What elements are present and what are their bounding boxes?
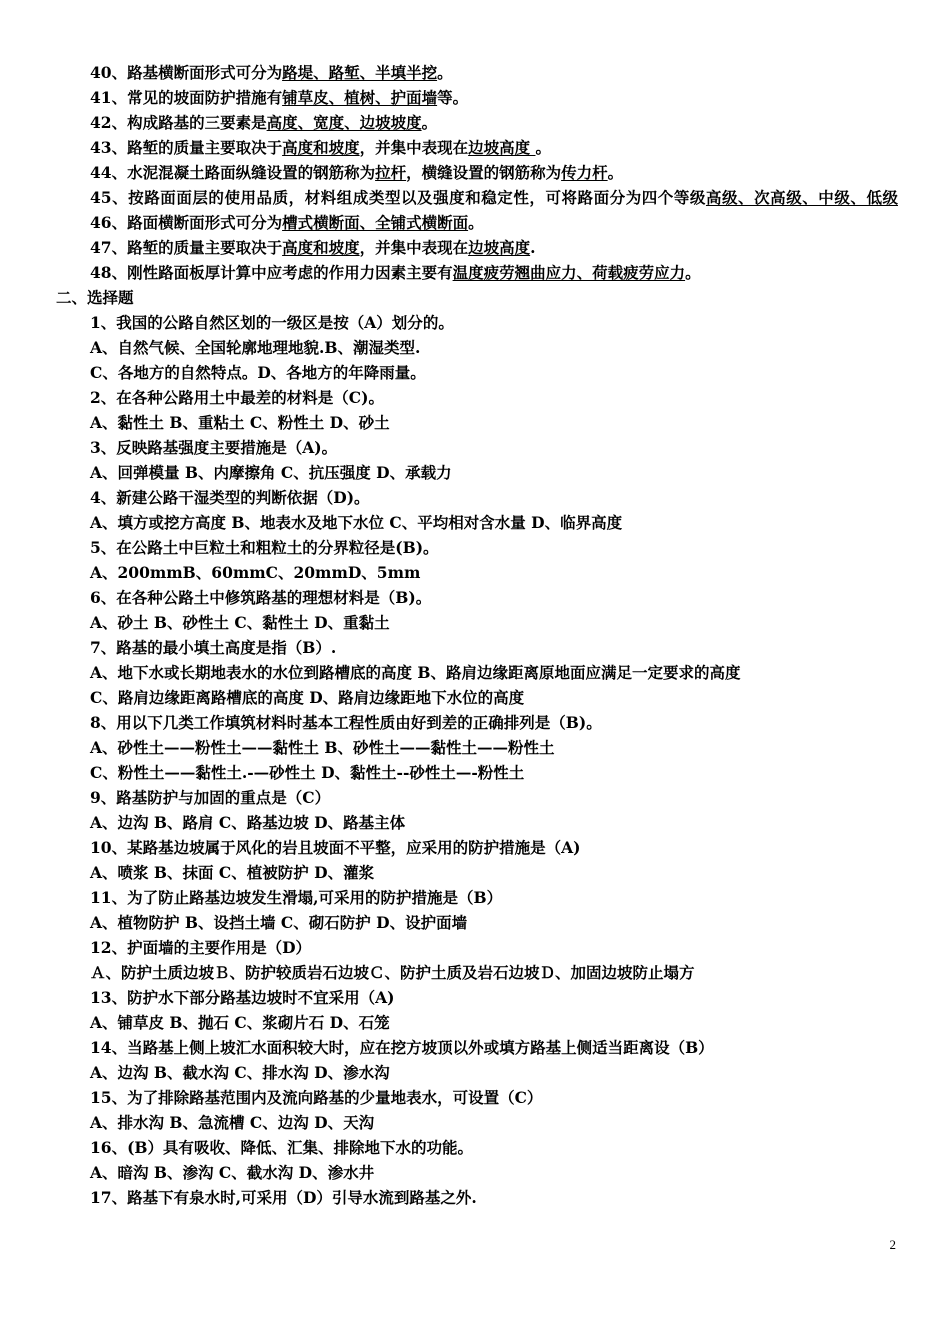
question-text: 。: [685, 263, 701, 282]
options-line: A、回弹模量 B、内摩擦角 C、抗压强度 D、承载力: [90, 463, 452, 482]
fill-in-item: [56, 85, 898, 110]
answer-text: 高度、宽度、边坡坡度: [266, 113, 422, 132]
answer-text: 拉杆: [375, 163, 407, 182]
answer-text: 槽式横断面、全铺式横断面: [282, 213, 469, 232]
question-line: 15、为了排除路基范围内及流向路基的少量地表水，可设置（C）: [90, 1088, 543, 1107]
question-line: 5、在公路土中巨粒土和粗粒土的分界粒径是(B)。: [90, 538, 439, 557]
options-line: A、铺草皮 B、抛石 C、浆砌片石 D、石笼: [90, 1013, 390, 1032]
multiple-choice-section: [56, 310, 898, 1210]
question-line: 4、新建公路干湿类型的判断依据（D)。: [90, 488, 370, 507]
question-line: 6、在各种公路土中修筑路基的理想材料是（B)。: [90, 588, 432, 607]
answer-text: 边坡高度: [468, 238, 531, 257]
options-line: A、砂土 B、砂性土 C、黏性土 D、重黏土: [90, 613, 390, 632]
fill-in-item: [56, 185, 898, 235]
options-line: A、填方或挖方高度 B、地表水及地下水位 C、平均相对含水量 D、临界高度: [90, 513, 623, 532]
question-text: 。: [535, 138, 552, 157]
answer-text: 高度和坡度: [282, 138, 360, 157]
question-line: 8、用以下几类工作填筑材料时基本工程性质由好到差的正确排列是（B)。: [90, 713, 602, 732]
question-line: 10、某路基边坡属于风化的岩且坡面不平整，应采用的防护措施是（A): [90, 838, 581, 857]
options-line: A、喷浆 B、抹面 C、植被防护 D、灌浆: [90, 863, 375, 882]
answer-text: 高级、次高级、中级、低级: [705, 188, 898, 207]
answer-text: 铺草皮、植树、护面墙: [282, 88, 438, 107]
fill-in-item: [56, 235, 898, 260]
question-line: 2、在各种公路用土中最差的材料是（C)。: [90, 388, 384, 407]
options-line: C、粉性土——黏性土.-—砂性土 D、黏性土--砂性土—-粉性土: [90, 763, 525, 782]
options-line: Ａ、防护土质边坡Ｂ、防护较质岩石边坡Ｃ、防护土质及岩石边坡Ｄ、加固边坡防止塌方: [90, 963, 695, 982]
question-text: .: [530, 238, 536, 257]
question-line: 11、为了防止路基边坡发生滑塌,可采用的防护措施是（B）: [90, 888, 503, 907]
answer-text: 边坡高度: [468, 138, 536, 157]
question-line: 12、护面墙的主要作用是（D）: [90, 938, 312, 957]
question-text: ，横缝设置的钢筋称为: [406, 163, 562, 182]
options-line: A、砂性土——粉性土——黏性土 B、砂性土——黏性土——粉性土: [90, 738, 555, 757]
question-text: 48、刚性路面板厚计算中应考虑的作用力因素主要有: [90, 263, 453, 282]
question-line: 14、当路基上侧上坡汇水面积较大时，应在挖方坡顶以外或填方路基上侧适当距离设（B）: [90, 1038, 714, 1057]
options-line: C、路肩边缘距离路槽底的高度 D、路肩边缘距地下水位的高度: [90, 688, 525, 707]
question-text: 。: [468, 213, 484, 232]
options-line: A、自然气候、全国轮廓地理地貌.B、潮湿类型.: [90, 338, 421, 357]
fill-in-item: [56, 135, 898, 160]
question-text: 44、水泥混凝土路面纵缝设置的钢筋称为: [90, 163, 376, 182]
question-line: 9、路基防护与加固的重点是（C）: [90, 788, 331, 807]
question-line: 17、路基下有泉水时,可采用（D）引导水流到路基之外.: [90, 1188, 477, 1207]
question-text: 41、常见的坡面防护措施有: [90, 88, 283, 107]
question-text: ，并集中表现在: [359, 138, 469, 157]
answer-text: 温度疲劳翘曲应力、荷载疲劳应力: [452, 263, 686, 282]
fill-in-section: [56, 60, 898, 285]
options-line: A、植物防护 B、设挡土墙 C、砌石防护 D、设护面墙: [90, 913, 468, 932]
question-text: 等。: [437, 88, 469, 107]
page-number: 2: [889, 1237, 896, 1252]
fill-in-item: [56, 160, 898, 185]
question-text: 。: [421, 113, 438, 132]
answer-text: 高度和坡度: [282, 238, 360, 257]
question-line: 1、我国的公路自然区划的一级区是按（A）划分的。: [90, 313, 454, 332]
options-line: A、边沟 B、截水沟 C、排水沟 D、渗水沟: [90, 1063, 390, 1082]
question-text: 40、路基横断面形式可分为: [90, 63, 283, 82]
question-line: 3、反映路基强度主要措施是（A)。: [90, 438, 338, 457]
question-text: 43、路堑的质量主要取决于: [90, 138, 283, 157]
question-text: 46、路面横断面形式可分为: [90, 213, 283, 232]
question-text: 。: [437, 63, 453, 82]
answer-text: 路堤、路堑、半填半挖: [282, 63, 438, 82]
options-line: A、200mmB、60mmC、20mmD、5mm: [90, 563, 421, 582]
question-text: 。: [607, 163, 624, 182]
options-line: A、黏性土 B、重粘土 C、粉性土 D、砂土: [90, 413, 390, 432]
options-line: A、地下水或长期地表水的水位到路槽底的高度 B、路肩边缘距离原地面应满足一定要求的高度: [90, 663, 741, 682]
fill-in-item: [56, 110, 898, 135]
answer-text: 传力杆: [561, 163, 608, 182]
question-line: 7、路基的最小填土高度是指（B）.: [90, 638, 337, 657]
fill-in-item: [56, 260, 898, 285]
options-line: A、边沟 B、路肩 C、路基边坡 D、路基主体: [90, 813, 406, 832]
question-text: ，并集中表现在: [359, 238, 469, 257]
question-text: 42、构成路基的三要素是: [90, 113, 267, 132]
document-page: [56, 60, 898, 1210]
options-line: C、各地方的自然特点。D、各地方的年降雨量。: [90, 363, 426, 382]
options-line: A、排水沟 B、急流槽 C、边沟 D、天沟: [90, 1113, 375, 1132]
section-title: 二、选择题: [56, 288, 134, 307]
options-line: A、暗沟 B、渗沟 C、截水沟 D、渗水井: [90, 1163, 375, 1182]
question-text: 45、按路面面层的使用品质，材料组成类型以及强度和稳定性，可将路面分为四个等级: [90, 188, 706, 207]
question-text: 47、路堑的质量主要取决于: [90, 238, 283, 257]
question-line: 16、(B）具有吸收、降低、汇集、排除地下水的功能。: [90, 1138, 474, 1157]
question-line: 13、防护水下部分路基边坡时不宜采用（A): [90, 988, 395, 1007]
fill-in-item: [56, 60, 898, 85]
